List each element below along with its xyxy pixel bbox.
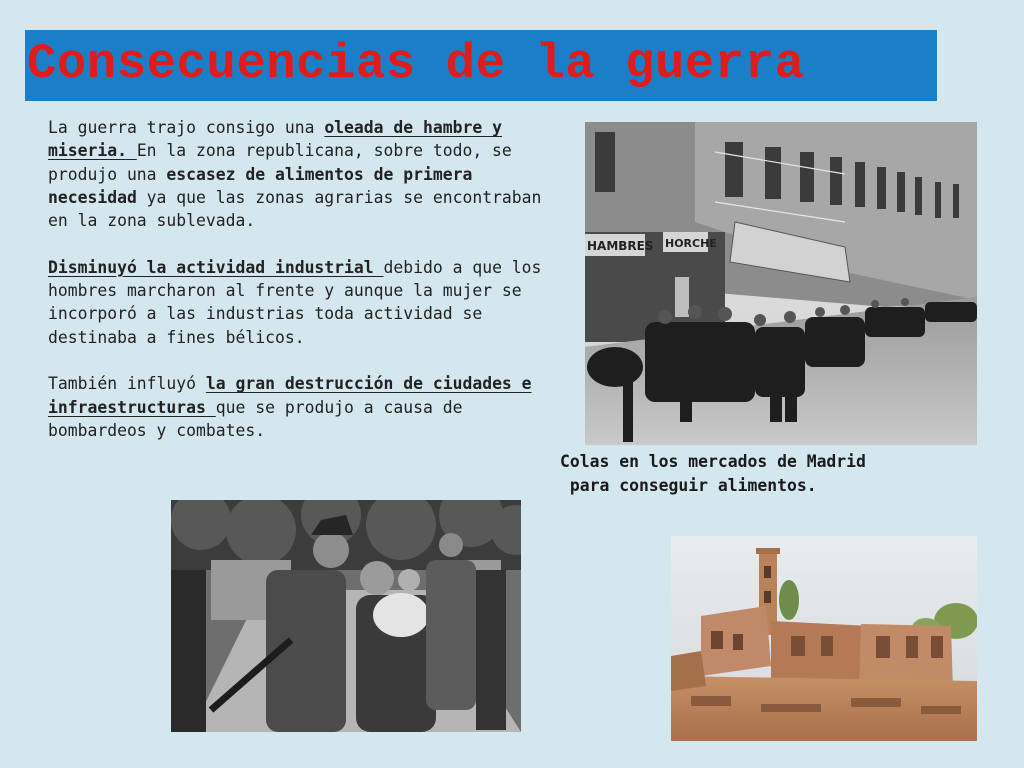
p3-text-1: También influyó	[48, 374, 206, 394]
p3-bold-1: la gran destrucción de ciudades e infraestructuras	[48, 374, 532, 417]
body-text	[48, 116, 560, 465]
caption-line-1: Colas en los mercados de Madrid	[560, 452, 866, 471]
caption-line-2: para conseguir alimentos.	[560, 475, 817, 495]
p2-bold-1: Disminuyó la actividad industrial	[48, 257, 384, 277]
paragraph-industry	[48, 256, 553, 349]
ruins-photo	[671, 536, 977, 741]
p2-text-1: debido a que los hombres marcharon al frente y aunque la mujer se incorporó a las industrias toda actividad se destinaba a fines bélicos.	[48, 257, 542, 347]
p1-text-3: ya que las zonas agrarias se encontraban en la zona sublevada.	[48, 187, 542, 231]
title-bar	[25, 30, 937, 101]
sign-hambres: HAMBRES	[587, 239, 654, 253]
p3-text-2: que se produjo a causa de bombardeos y combates.	[48, 397, 463, 440]
p1-text-2: En la zona republicana, sobre todo, se produjo una	[48, 141, 512, 184]
slide-title: Consecuencias de la guerra	[27, 36, 805, 92]
sign-horche: HORCHE	[665, 237, 717, 250]
paragraph-destruction	[48, 372, 553, 442]
soldiers-photo	[171, 500, 521, 732]
p1-bold-1: oleada de hambre y miseria.	[48, 118, 502, 161]
photo-caption	[560, 450, 960, 497]
p1-bold-2: escasez de alimentos de primera necesidad	[48, 164, 473, 207]
p1-text-1: La guerra trajo consigo una	[48, 118, 325, 137]
madrid-queue-photo	[585, 122, 977, 445]
paragraph-hunger	[48, 116, 553, 232]
